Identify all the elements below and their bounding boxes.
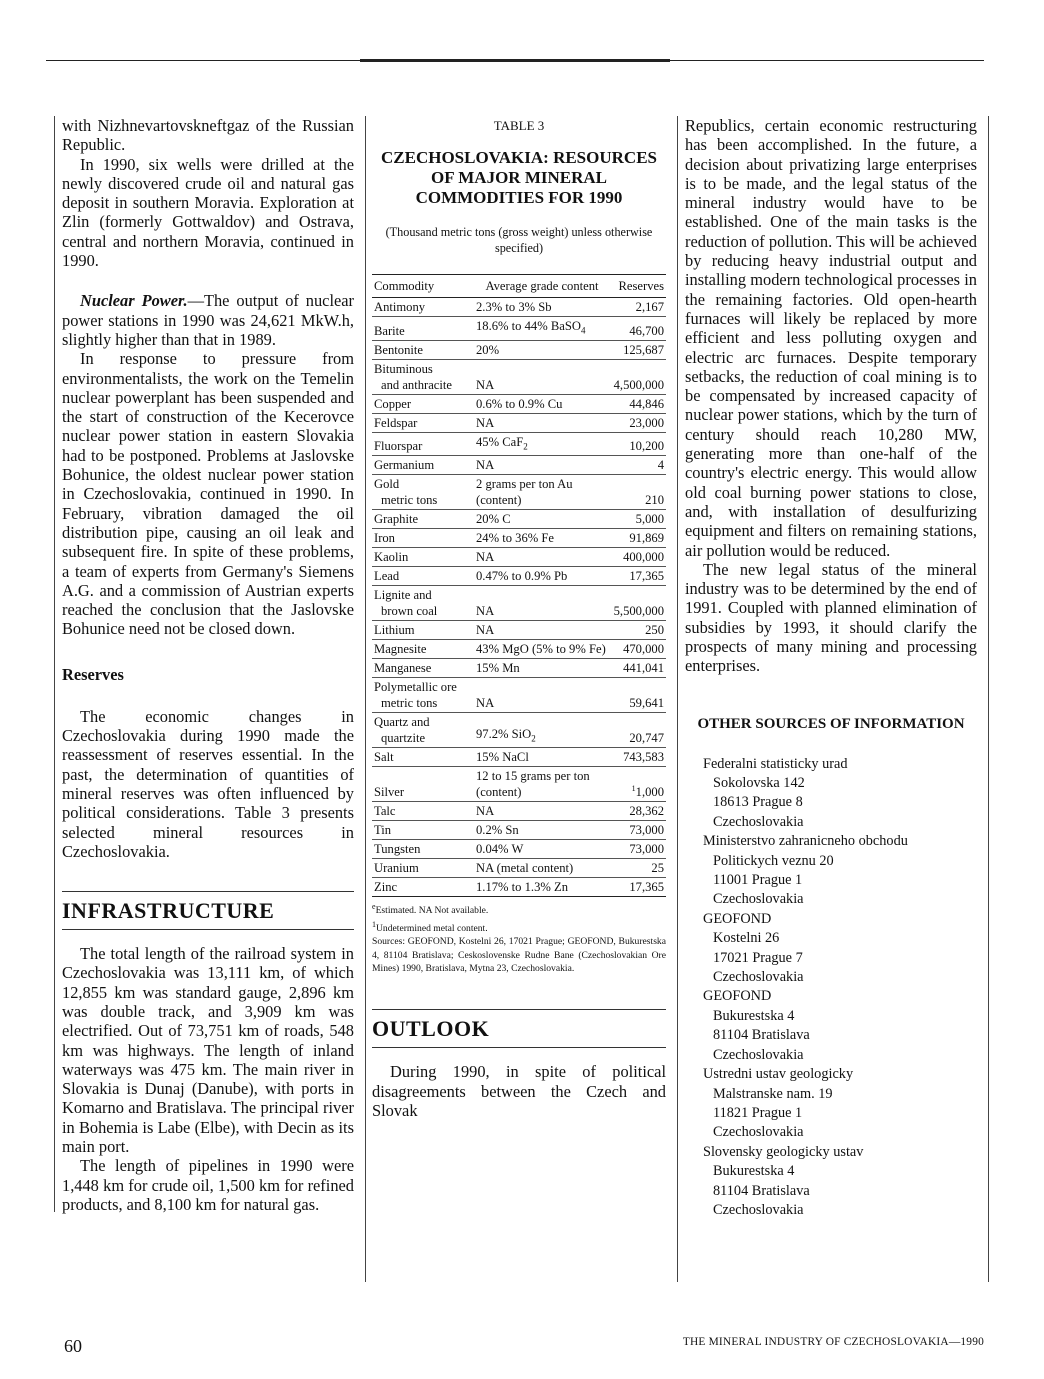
commodity-name: Silver [374, 785, 405, 800]
nuclear-power-lead-in: Nuclear Power. [80, 291, 188, 311]
commodity-name: Barite [374, 323, 405, 338]
commodity-qualifier: metric tons [381, 493, 438, 508]
cell-commodity [372, 298, 474, 317]
commodity-name: Lead [374, 569, 400, 584]
address-line: Czechoslovakia [713, 1046, 804, 1063]
commodity-name: Germanium [374, 458, 435, 473]
table-row [372, 767, 666, 802]
table-row [372, 713, 666, 748]
address-line: Czechoslovakia [713, 891, 804, 908]
cell-reserves: 441,041 [610, 659, 666, 678]
cell-grade: NA [474, 548, 610, 567]
cell-commodity [372, 678, 474, 713]
cell-reserves: 17,365 [610, 567, 666, 586]
address-line: Kostelni 26 [713, 930, 780, 947]
commodity-name: Zinc [374, 880, 398, 895]
cell-grade: 15% NaCl [474, 748, 610, 767]
cell-reserves: 10,200 [610, 432, 666, 456]
cell-commodity [372, 586, 474, 621]
commodity-name: Fluorspar [374, 439, 423, 454]
paragraph: The total length of the railroad system in Czechoslovakia was 13,111 km, of which 12,855 km was standard gauge, 2,896 km was double track, and 3,909 km was electrified. Out of 73,751 km of roads, 548 km was highways. The length of inland waterways was 475 km. The main river in Slovakia is Dunaj (Danube), with ports in Komarno and Bratislava. The principal river in Bohemia is Labe (Elbe), with Decin as its main port. [62, 944, 354, 1157]
paragraph: Republics, certain economic restructuring has been accomplished. In the future, a decision about privatizing large enterprises is to be made, and the legal status of the mineral industry would have to be established. One of the main tasks is the reduction of pollution. This will be achieved by reducing heavy industrial output and installing modern technological processes in the remaining factories. Old open-hearth furnaces will likely be replaced by more efficient and less polluting oxygen and electric arc furnaces. Despite temporary setbacks, the reduction of coal mining is to be compensated by increased capacity of nuclear power stations, which by the turn of century should reach 10,280 MW, generating more than one-half of the country's electric energy. This would allow old coal burning power stations to close, and, with installation of desulfurizing equipment and filters on remaining stations, air pollution would be reduced. [685, 116, 977, 560]
table-row [372, 510, 666, 529]
cell-commodity [372, 567, 474, 586]
commodity-name: Graphite [374, 512, 419, 527]
address-line: Sokolovska 142 [713, 775, 805, 792]
table-row [372, 878, 666, 897]
cell-reserves: 743,583 [610, 748, 666, 767]
cell-reserves: 250 [610, 621, 666, 640]
table-row [372, 640, 666, 659]
commodity-name: Tungsten [374, 842, 421, 857]
cell-grade: 0.04% W [474, 840, 610, 859]
paragraph: The new legal status of the mineral industry was to be determined by the end of 1991. Coupled with planned elimination of subsidies by 1993, it should clarify the prospects of many mining and processing enterprises. [685, 559, 977, 676]
cell-reserves: 17,365 [610, 878, 666, 897]
cell-reserves: 125,687 [610, 340, 666, 359]
cell-reserves: 28,362 [610, 802, 666, 821]
table-row [372, 659, 666, 678]
table-row [372, 317, 666, 341]
mineral-resources-table [372, 274, 666, 897]
cell-commodity [372, 621, 474, 640]
address-line: Czechoslovakia [713, 813, 804, 830]
table-row [372, 298, 666, 317]
commodity-name: Uranium [374, 861, 419, 876]
cell-commodity [372, 456, 474, 475]
cell-commodity [372, 713, 474, 748]
table-row [372, 394, 666, 413]
cell-commodity [372, 359, 474, 394]
footnote-estimated: $^e$Estimated. NA Not available. [372, 902, 489, 917]
cell-reserves: 4 [610, 456, 666, 475]
table-sources: Sources: GEOFOND, Kostelni 26, 17021 Prague; GEOFOND, Bukurestska 4, 81104 Bratislava; Ceskoslovenske Rudne Bane (Czechoslovakian Ore Mines) 1990, Bratislava, Mytna 23, Czechoslovakia. [372, 936, 666, 975]
table-row [372, 840, 666, 859]
cell-commodity [372, 859, 474, 878]
cell-grade: 45% CaF$_2$ [474, 432, 610, 456]
cell-commodity [372, 317, 474, 341]
address-line: Czechoslovakia [713, 1124, 804, 1141]
cell-commodity [372, 659, 474, 678]
cell-grade: 20% C [474, 510, 610, 529]
cell-reserves: 59,641 [610, 678, 666, 713]
column-divider-1 [365, 116, 366, 1282]
cell-commodity [372, 432, 474, 456]
cell-commodity [372, 821, 474, 840]
table-row [372, 586, 666, 621]
cell-reserves: 470,000 [610, 640, 666, 659]
commodity-name: Iron [374, 531, 395, 546]
right-margin-rule [988, 116, 989, 1282]
cell-grade: NA [474, 413, 610, 432]
address-line: Bukurestska 4 [713, 1163, 795, 1180]
cell-commodity [372, 529, 474, 548]
address-line: 17021 Prague 7 [713, 949, 803, 966]
paragraph: The length of pipelines in 1990 were 1,448 km for crude oil, 1,500 km for refined products, and 8,100 km for natural gas. [62, 1156, 354, 1214]
cell-grade: 43% MgO (5% to 9% Fe) [474, 640, 610, 659]
table-footnotes [372, 900, 666, 975]
commodity-name: Manganese [374, 661, 432, 676]
address-line: Czechoslovakia [713, 1201, 804, 1218]
middle-column [372, 116, 666, 1120]
commodity-name: Gold [374, 477, 400, 492]
commodity-name: Feldspar [374, 415, 418, 430]
table-row [372, 821, 666, 840]
cell-commodity [372, 548, 474, 567]
cell-reserves: 400,000 [610, 548, 666, 567]
cell-reserves: 91,869 [610, 529, 666, 548]
cell-grade: NA [474, 621, 610, 640]
cell-commodity [372, 640, 474, 659]
address-entry [703, 755, 977, 833]
table-row [372, 456, 666, 475]
address-line: 11001 Prague 1 [713, 872, 803, 889]
cell-reserves: 210 [610, 475, 666, 510]
table-subtitle: (Thousand metric tons (gross weight) unless otherwise specified) [385, 225, 653, 255]
commodity-name: Salt [374, 750, 394, 765]
cell-reserves: 2,167 [610, 298, 666, 317]
address-organization: Ministerstvo zahranicneho obchodu [703, 833, 908, 850]
table-row [372, 548, 666, 567]
address-list [685, 755, 977, 1221]
paragraph: During 1990, in spite of political disagreements between the Czech and Slovak [372, 1062, 666, 1121]
address-line: 81104 Bratislava [713, 1027, 810, 1044]
header-commodity: Commodity [372, 275, 474, 298]
cell-commodity [372, 510, 474, 529]
cell-grade: 18.6% to 44% BaSO$_4$ [474, 317, 610, 341]
commodity-name: Talc [374, 804, 396, 819]
reserves-heading: Reserves [62, 664, 124, 684]
table-label: TABLE 3 [493, 118, 545, 133]
cell-grade: NA [474, 802, 610, 821]
table-title: CZECHOSLOVAKIA: RESOURCES OF MAJOR MINERAL COMMODITIES FOR 1990 [380, 148, 657, 207]
infrastructure-heading: INFRASTRUCTURE [62, 891, 354, 930]
cell-grade: 97.2% SiO$_2$ [474, 713, 610, 748]
nuclear-power-text: —The output of nuclear power stations in 1990 was 24,621 MkW.h, slightly higher than that in 1989. [62, 291, 355, 349]
table-header-row [372, 275, 666, 298]
address-line: Bukurestska 4 [713, 1007, 795, 1024]
cell-commodity [372, 802, 474, 821]
other-sources-heading: OTHER SOURCES OF INFORMATION [697, 715, 965, 732]
paragraph-nuclear [62, 291, 354, 349]
commodity-name: Tin [374, 823, 392, 838]
cell-grade: NA [474, 359, 610, 394]
cell-commodity [372, 767, 474, 802]
commodity-name: Bentonite [374, 342, 423, 357]
cell-reserves: 20,747 [610, 713, 666, 748]
table-row [372, 621, 666, 640]
commodity-name: Polymetallic ore [374, 680, 457, 695]
paragraph: The economic changes in Czechoslovakia during 1990 made the reassessment of reserves essential. In the past, the determination of quantities of mineral reserves was often influenced by political considerations. Table 3 presents selected mineral resources in Czechoslovakia. [62, 706, 354, 861]
cell-grade: 20% [474, 340, 610, 359]
cell-commodity [372, 475, 474, 510]
commodity-name: Quartz and [374, 715, 430, 730]
commodity-name: Antimony [374, 300, 426, 314]
cell-reserves: 46,700 [610, 317, 666, 341]
cell-grade: 2 grams per ton Au (content) [474, 475, 610, 510]
cell-reserves: 73,000 [610, 840, 666, 859]
cell-grade: NA (metal content) [474, 859, 610, 878]
address-line: 11821 Prague 1 [713, 1104, 803, 1121]
cell-commodity [372, 840, 474, 859]
table-row [372, 859, 666, 878]
cell-grade: 24% to 36% Fe [474, 529, 610, 548]
page-number: 60 [64, 1336, 82, 1356]
header-grade: Average grade content [474, 275, 610, 298]
cell-grade: NA [474, 456, 610, 475]
outlook-heading: OUTLOOK [372, 1009, 666, 1048]
address-organization: GEOFOND [703, 910, 772, 927]
table-row [372, 678, 666, 713]
commodity-name: Copper [374, 396, 412, 411]
column-divider-2 [677, 116, 678, 1282]
table-row [372, 567, 666, 586]
commodity-name: Magnesite [374, 642, 427, 657]
address-entry [703, 1143, 977, 1221]
left-margin-rule [54, 116, 55, 1212]
table-row [372, 529, 666, 548]
address-line: 81104 Bratislava [713, 1182, 810, 1199]
cell-reserves: 73,000 [610, 821, 666, 840]
address-line: 18613 Prague 8 [713, 794, 803, 811]
commodity-name: Bituminous [374, 361, 433, 376]
table-row [372, 413, 666, 432]
table-body [372, 298, 666, 897]
cell-commodity [372, 413, 474, 432]
cell-reserves: 23,000 [610, 413, 666, 432]
cell-grade: 12 to 15 grams per ton (content) [474, 767, 610, 802]
top-rule-accent [360, 59, 670, 62]
cell-reserves: 5,000 [610, 510, 666, 529]
commodity-qualifier: quartzite [381, 731, 426, 746]
table-row [372, 748, 666, 767]
cell-grade: 0.6% to 0.9% Cu [474, 394, 610, 413]
cell-commodity [372, 394, 474, 413]
address-organization: Slovensky geologicky ustav [703, 1143, 864, 1160]
paragraph: In 1990, six wells were drilled at the newly discovered crude oil and natural gas deposit in southern Moravia. Exploration at Zlin (formerly Gottwaldov) and Ostrava, central and northern Moravia, continued in 1990. [62, 154, 354, 271]
header-reserves: Reserves [610, 275, 666, 298]
address-organization: GEOFOND [703, 988, 772, 1005]
address-line: Politickych veznu 20 [713, 852, 834, 869]
cell-commodity [372, 748, 474, 767]
table-row [372, 475, 666, 510]
cell-reserves: $^1$1,000 [610, 767, 666, 802]
cell-grade: NA [474, 586, 610, 621]
right-column [685, 116, 977, 1220]
address-organization: Federalni statisticky urad [703, 755, 848, 772]
left-column [62, 116, 354, 1214]
cell-commodity [372, 340, 474, 359]
address-entry [703, 832, 977, 910]
cell-grade: 15% Mn [474, 659, 610, 678]
cell-reserves: 5,500,000 [610, 586, 666, 621]
running-title: THE MINERAL INDUSTRY OF CZECHOSLOVAKIA—1990 [682, 1336, 984, 1348]
commodity-name: Lignite and [374, 588, 432, 603]
footnote-undetermined: $^1$Undetermined metal content. [372, 919, 488, 934]
table-row [372, 340, 666, 359]
cell-reserves: 25 [610, 859, 666, 878]
address-line: Malstranske nam. 19 [713, 1085, 833, 1102]
commodity-qualifier: brown coal [381, 604, 438, 619]
cell-reserves: 4,500,000 [610, 359, 666, 394]
cell-reserves: 44,846 [610, 394, 666, 413]
address-entry [703, 1065, 977, 1143]
cell-grade: 2.3% to 3% Sb [474, 298, 610, 317]
address-organization: Ustredni ustav geologicky [703, 1066, 854, 1083]
cell-commodity [372, 878, 474, 897]
cell-grade: 0.47% to 0.9% Pb [474, 567, 610, 586]
address-entry [703, 910, 977, 988]
cell-grade: NA [474, 678, 610, 713]
address-entry [703, 987, 977, 1065]
table-row [372, 432, 666, 456]
cell-grade: 0.2% Sn [474, 821, 610, 840]
cell-grade: 1.17% to 1.3% Zn [474, 878, 610, 897]
address-line: Czechoslovakia [713, 969, 804, 986]
commodity-name: Kaolin [374, 550, 409, 565]
paragraph: with Nizhnevartovskneftgaz of the Russian Republic. [62, 116, 354, 155]
commodity-qualifier: and anthracite [381, 377, 452, 392]
commodity-name: Lithium [374, 623, 415, 638]
table-row [372, 359, 666, 394]
paragraph: In response to pressure from environmentalists, the work on the Temelin nuclear powerplant has been suspended and the start of construction of the Kecerovce nuclear power station in eastern Slovakia had to be postponed. Problems at Jaslovske Bohunice, the oldest nuclear power station in Czechoslovakia, continued in 1990. In February, vibration damaged the oil distribution pipe, causing an oil leak and subsequent fire. In spite of these problems, a team of experts from Germany's Siemens A.G. and a commission of Austrian experts reached the conclusion that the Jaslovske Bohunice need not be closed down. [62, 349, 354, 639]
commodity-qualifier: metric tons [381, 696, 438, 711]
table-row [372, 802, 666, 821]
